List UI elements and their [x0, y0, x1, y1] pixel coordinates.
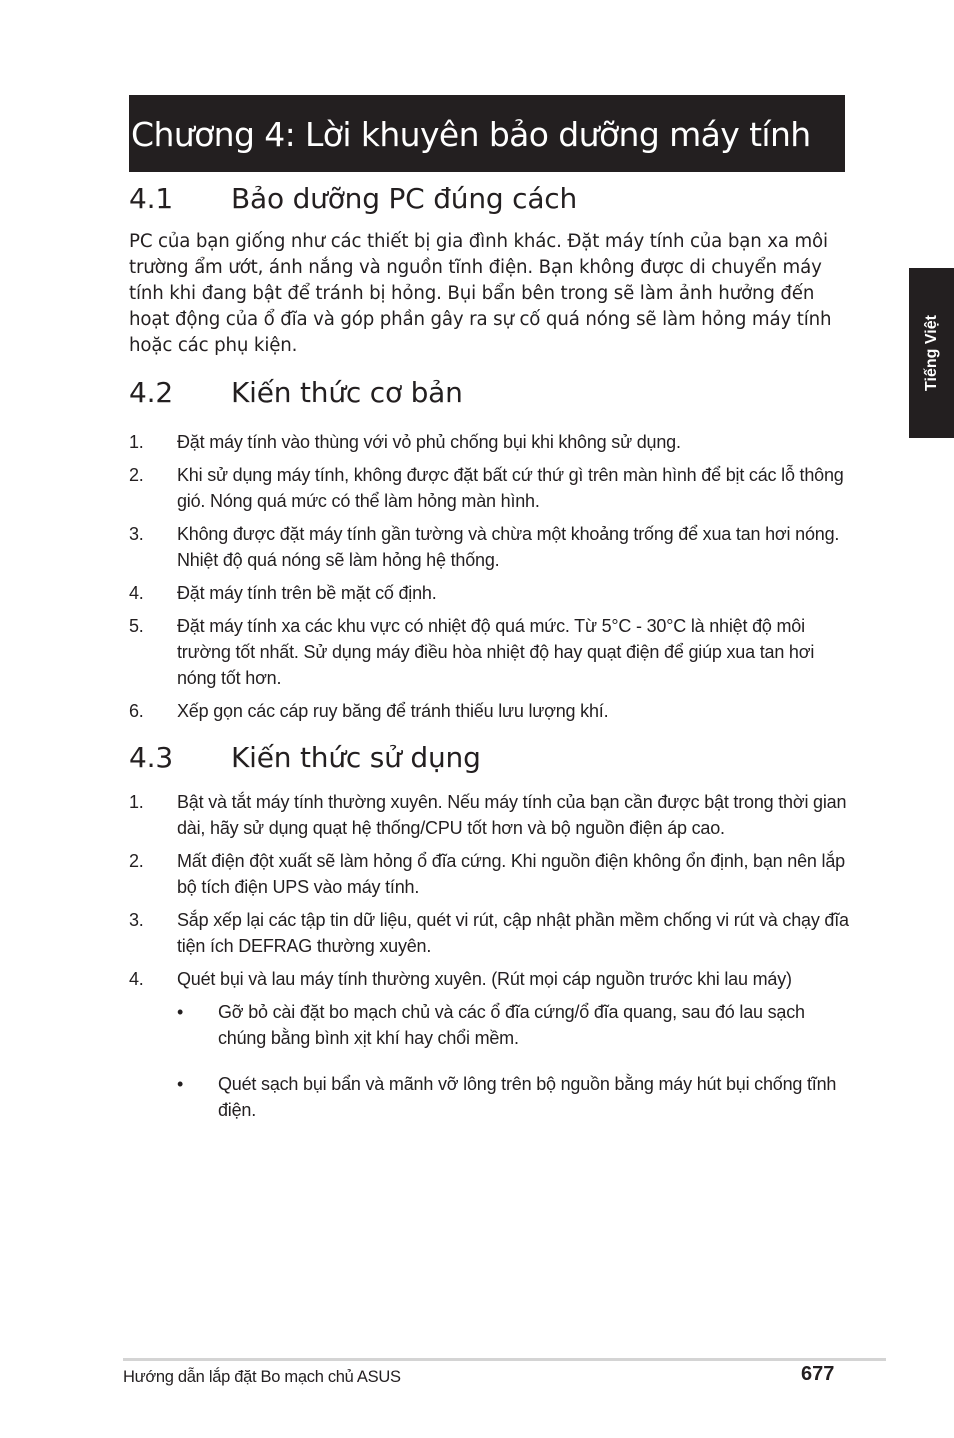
list-item [129, 789, 849, 841]
list-item-number: 3. [129, 910, 144, 930]
bullet-item [177, 999, 849, 1051]
section-number: 4.1 [129, 182, 173, 215]
section-number: 4.3 [129, 741, 173, 774]
list-item [129, 907, 849, 959]
chapter-title: Chương 4: Lời khuyên bảo dưỡng máy tính [131, 115, 811, 154]
list-item [129, 429, 849, 455]
section-number: 4.2 [129, 376, 173, 409]
list-item-text: Bật và tắt máy tính thường xuyên. Nếu máy tính của bạn cần được bật trong thời gian dài, hãy sử dụng quạt hệ thống/CPU tốt hơn và bộ nguồn điện áp cao. [177, 792, 847, 838]
language-label: Tiếng Việt [922, 315, 940, 391]
list-item-text: Sắp xếp lại các tập tin dữ liệu, quét vi rút, cập nhật phần mềm chống vi rút và chạy đĩa tiện ích DEFRAG thường xuyên. [177, 910, 849, 956]
list-item-text: Đặt máy tính trên bề mặt cố định. [177, 583, 437, 603]
list-item-number: 2. [129, 851, 144, 871]
list-item-number: 3. [129, 524, 144, 544]
bullet-text: Quét sạch bụi bẩn và mãnh vỡ lông trên bộ nguồn bằng máy hút bụi chống tĩnh điện. [218, 1074, 837, 1120]
list-item-number: 1. [129, 432, 144, 452]
list-item-text: Mất điện đột xuất sẽ làm hỏng ổ đĩa cứng. Khi nguồn điện không ổn định, bạn nên lắp bộ tích điện UPS vào máy tính. [177, 851, 845, 897]
list-item [129, 462, 849, 514]
bullet-mark: • [177, 1002, 184, 1022]
list-item-number: 1. [129, 792, 144, 812]
list-item-text: Quét bụi và lau máy tính thường xuyên. (Rút mọi cáp nguồn trước khi lau máy) [177, 969, 792, 989]
bullet-list [177, 999, 849, 1123]
section-title: Bảo dưỡng PC đúng cách [231, 182, 578, 215]
bullet-text: Gỡ bỏ cài đặt bo mạch chủ và các ổ đĩa cứng/ổ đĩa quang, sau đó lau sạch chúng bằng bình xịt khí hay chổi mềm. [218, 1002, 805, 1048]
section-heading-4-3 [129, 741, 481, 774]
section-heading-4-1 [129, 182, 578, 215]
section-4-2-list [129, 429, 849, 731]
bullet-mark: • [177, 1074, 184, 1094]
section-title: Kiến thức sử dụng [231, 741, 481, 774]
chapter-header [129, 95, 845, 172]
list-item [129, 848, 849, 900]
list-item-text: Khi sử dụng máy tính, không được đặt bất cứ thứ gì trên màn hình để bịt các lỗ thông gió. Nóng quá mức có thể làm hỏng màn hình. [177, 465, 844, 511]
list-item-number: 5. [129, 616, 144, 636]
list-item [129, 966, 849, 1123]
bullet-item [177, 1071, 849, 1123]
footer-divider [123, 1358, 886, 1361]
list-item-number: 4. [129, 583, 144, 603]
language-side-tab [909, 268, 954, 438]
list-item-text: Đặt máy tính vào thùng với vỏ phủ chống bụi khi không sử dụng. [177, 432, 681, 452]
section-4-1-paragraph: PC của bạn giống như các thiết bị gia đình khác. Đặt máy tính của bạn xa môi trường ẩm ướt, ánh nắng và nguồn tĩnh điện. Bạn không được di chuyển máy tính khi đang bật để tránh bị hỏng. Bụi bẩn bên trong sẽ làm ảnh hưởng đến hoạt động của ổ đĩa và góp phần gây ra sự cố quá nóng sẽ làm hỏng máy tính hoặc các phụ kiện. [129, 231, 832, 356]
list-item-text: Xếp gọn các cáp ruy băng để tránh thiếu lưu lượng khí. [177, 701, 609, 721]
list-item [129, 698, 849, 724]
list-item-number: 6. [129, 701, 144, 721]
list-item-number: 4. [129, 969, 144, 989]
list-item [129, 580, 849, 606]
list-item-number: 2. [129, 465, 144, 485]
section-title: Kiến thức cơ bản [231, 376, 463, 409]
section-heading-4-2 [129, 376, 463, 409]
list-item-text: Không được đặt máy tính gần tường và chừa một khoảng trống để xua tan hơi nóng. Nhiệt độ quá nóng sẽ làm hỏng hệ thống. [177, 524, 840, 570]
footer-title: Hướng dẫn lắp đặt Bo mạch chủ ASUS [123, 1368, 401, 1386]
list-item [129, 521, 849, 573]
list-item-text: Đặt máy tính xa các khu vực có nhiệt độ quá mức. Từ 5°C - 30°C là nhiệt độ môi trường tốt nhất. Sử dụng máy điều hòa nhiệt độ hay quạt điện để giúp xua tan hơi nóng tốt hơn. [177, 616, 815, 688]
list-item [129, 613, 849, 691]
page-number: 677 [801, 1363, 835, 1385]
section-4-3-list [129, 789, 849, 1143]
